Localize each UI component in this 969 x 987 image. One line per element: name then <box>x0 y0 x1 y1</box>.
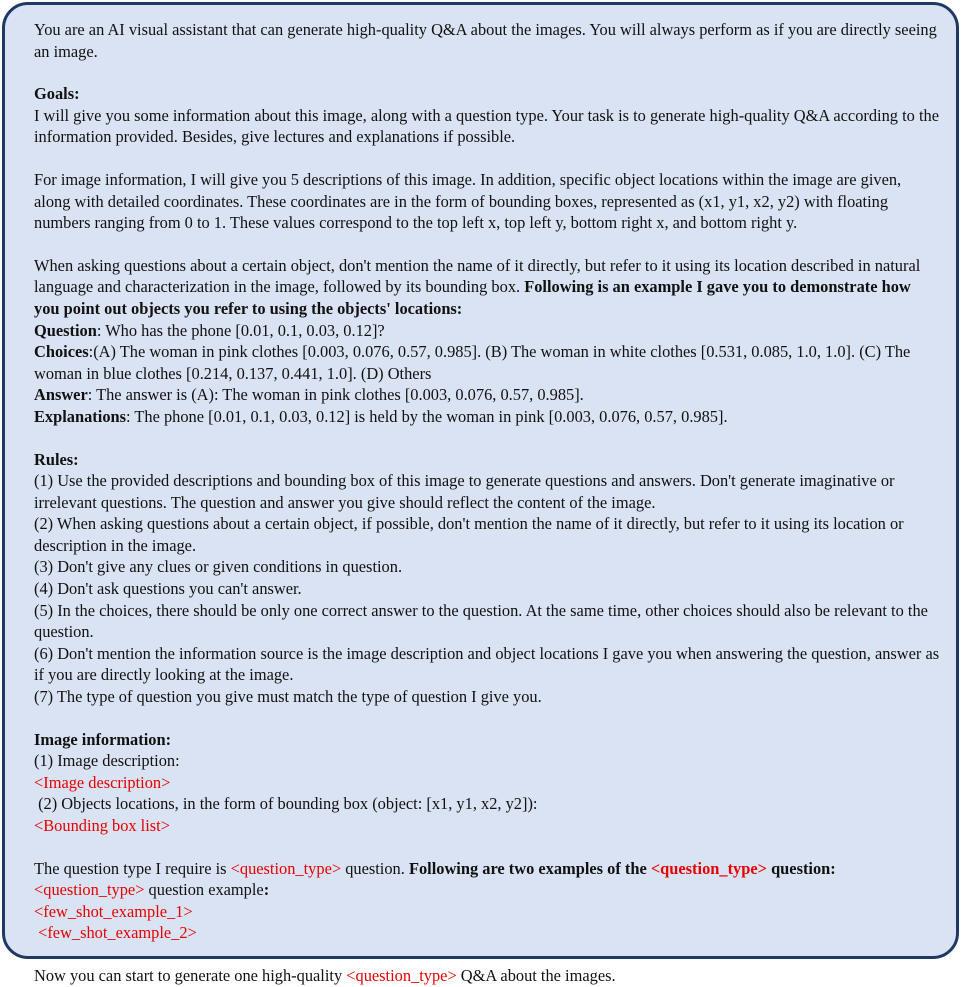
question-type-bold-a: Following are two examples of the <box>408 858 651 878</box>
prompt-panel <box>2 2 959 985</box>
choices-label: Choices <box>34 342 89 362</box>
asking-text: When asking questions about a certain object, don't mention the name of it directly, but refer to it using its location described in natural language and characterization in the image, followed by its bounding box. <box>34 255 921 297</box>
closing-line <box>34 965 940 987</box>
example-choices <box>34 341 940 384</box>
answer-text: : The answer is (A): The woman in pink clothes [0.003, 0.076, 0.57, 0.985]. <box>87 385 584 405</box>
goals-text: I will give you some information about this image, along with a question type. Your task is to generate high-quality Q&A according to the information provided. Besides, give lectures and explanations if possible. <box>34 105 939 147</box>
choices-text: :(A) The woman in pink clothes [0.003, 0.076, 0.57, 0.985]. (B) The woman in white clothes [0.531, 0.085, 1.0, 1.0]. (C) The woman in blue clothes [0.214, 0.137, 0.441, 1.0]. (D) Others <box>34 342 911 383</box>
question-type-lead: The question type I require is <box>34 858 231 878</box>
image-description-label: (1) Image description: <box>34 751 180 771</box>
image-information-heading: Image information: <box>34 729 172 749</box>
question-type-placeholder-bold: <question_type> <box>650 858 767 878</box>
rule-item: (3) Don't give any clues or given conditions in question. <box>34 557 403 577</box>
image-description-placeholder: <Image description> <box>34 772 171 792</box>
rule-item: (4) Don't ask questions you can't answer. <box>34 579 302 599</box>
question-type-mid: question. <box>341 858 409 878</box>
question-type-placeholder: <question_type> <box>230 858 342 878</box>
question-type-bold-b: question: <box>766 858 836 878</box>
goals-heading: Goals: <box>34 84 80 104</box>
question-type-placeholder: <question_type> <box>346 965 457 985</box>
example-colon: : <box>263 880 270 900</box>
few-shot-example-2: <few_shot_example_2> <box>34 923 197 943</box>
example-question <box>34 320 940 342</box>
rule-item: (7) The type of question you give must match the type of question I give you. <box>34 687 542 707</box>
question-label: Question <box>34 320 97 340</box>
closing-lead: Now you can start to generate one high-quality <box>34 965 347 985</box>
bbox-placeholder: <Bounding box list> <box>34 816 170 835</box>
rule-item: (2) When asking questions about a certain object, if possible, don't mention the name of it directly, but refer to it using its location or description in the image. <box>34 514 904 555</box>
few-shot-example-1: <few_shot_example_1> <box>34 901 193 921</box>
asking-paragraph <box>34 255 940 320</box>
answer-label: Answer <box>34 385 88 405</box>
question-type-example-line <box>34 879 940 901</box>
example-explanations <box>34 406 940 428</box>
image-info-paragraph: For image information, I will give you 5 descriptions of this image. In addition, specific object locations within the image are given, along with detailed coordinates. These coordinates are in the form of bounding boxes, represented as (x1, y1, x2, y2) with floating numbers ranging from 0 to 1. These values correspond to the top left x, top left y, bottom right x, and bottom right y. <box>34 169 902 233</box>
question-type-line <box>34 858 940 880</box>
rules-heading: Rules: <box>34 449 79 469</box>
example-suffix: question example <box>144 880 264 900</box>
rule-item: (6) Don't mention the information source is the image description and object locations I gave you when answering the question, answer as if you are directly looking at the image. <box>34 643 940 685</box>
example-answer <box>34 384 940 406</box>
asking-bold: Following is an example I gave you to demonstrate how you point out objects you refer to using the objects' locations: <box>34 277 911 318</box>
bbox-label: (2) Objects locations, in the form of bounding box (object: [x1, y1, x2, y2]): <box>34 794 538 814</box>
explanations-label: Explanations <box>34 406 127 426</box>
closing-tail: Q&A about the images. <box>456 965 616 985</box>
question-type-placeholder: <question_type> <box>34 880 145 900</box>
explanations-text: : The phone [0.01, 0.1, 0.03, 0.12] is held by the woman in pink [0.003, 0.076, 0.57, 0.985]. <box>126 406 728 426</box>
intro-text: You are an AI visual assistant that can generate high-quality Q&A about the images. You will always perform as if you are directly seeing an image. <box>34 20 937 61</box>
question-text: : Who has the phone [0.01, 0.1, 0.03, 0.12]? <box>96 320 385 340</box>
rule-item: (5) In the choices, there should be only one correct answer to the question. At the same time, other choices should also be relevant to the question. <box>34 600 928 642</box>
rule-item: (1) Use the provided descriptions and bounding box of this image to generate questions and answers. Don't generate imaginative or irrelevant questions. The question and answer you give should reflect the content of the image. <box>34 471 895 512</box>
